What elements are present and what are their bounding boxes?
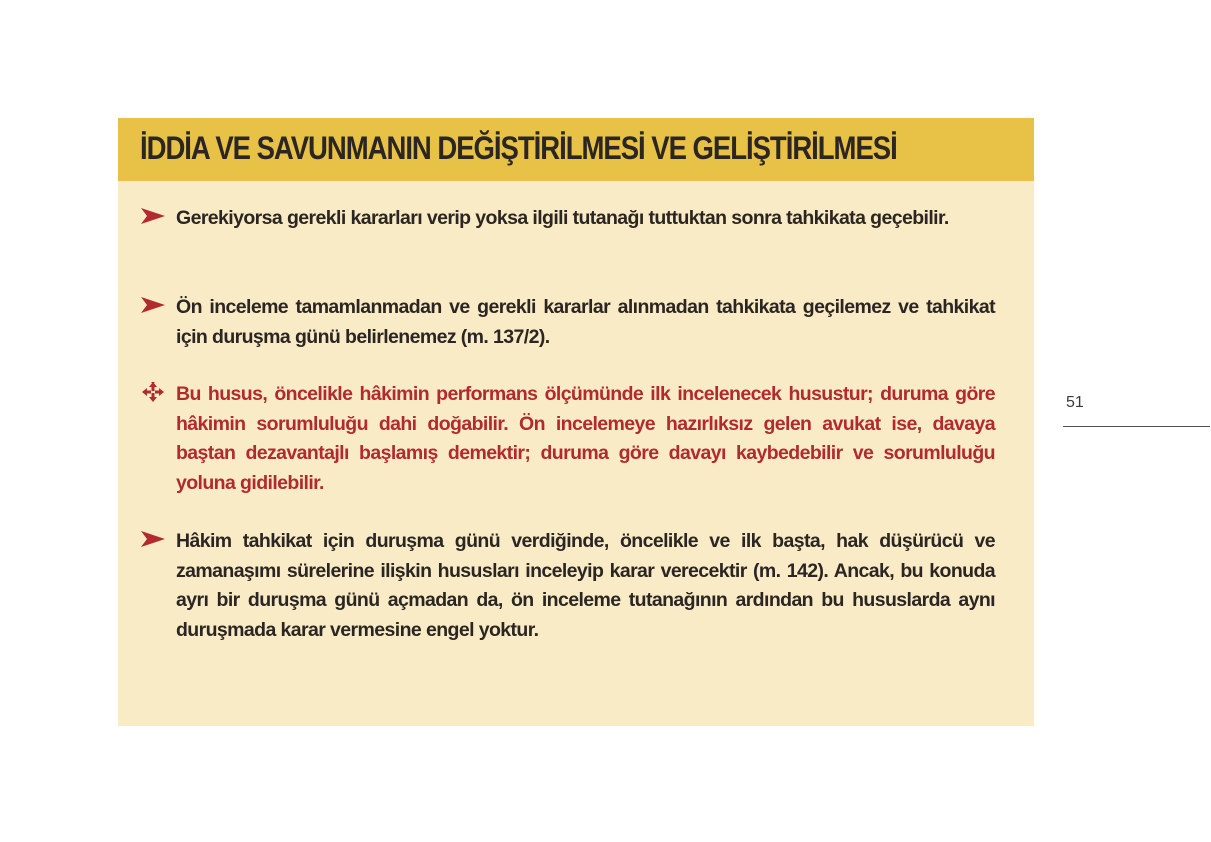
arrow-bullet-icon (140, 295, 166, 315)
title-band (118, 118, 1034, 181)
list-item (140, 204, 995, 234)
list-item (140, 527, 995, 645)
four-arrows-bullet-icon (140, 382, 166, 402)
list-item (140, 380, 995, 498)
arrow-bullet-icon (140, 529, 166, 549)
list-item-text: Bu husus, öncelikle hâkimin performans ölçümünde ilk incelenecek husustur; duruma göre hâkimin sorumluluğu dahi doğabilir. Ön incelemeye hazırlıksız gelen avukat ise, davaya baştan dezavantajlı başlamış demektir; duruma göre davayı kaybedebilir ve sorumluluğu yoluna gidilebilir. (176, 383, 995, 494)
list-item-text: Gerekiyorsa gerekli kararları verip yoksa ilgili tutanağı tuttuktan sonra tahkikata geçebilir. (176, 207, 949, 229)
page-number: 51 (1066, 394, 1084, 411)
content-panel (118, 118, 1034, 726)
list-item-text: Ön inceleme tamamlanmadan ve gerekli kararlar alınmadan tahkikata geçilemez ve tahkikat için duruşma günü belirlenemez (m. 137/2). (176, 296, 995, 348)
section-title: İDDİA VE SAVUNMANIN DEĞİŞTİRİLMESİ VE GELİŞTİRİLMESİ (140, 130, 897, 166)
list-item (140, 293, 995, 352)
list-item-text: Hâkim tahkikat için duruşma günü verdiğinde, öncelikle ve ilk başta, hak düşürücü ve zamanaşımı sürelerine ilişkin hususları inceleyip karar verecektir (m. 142). Ancak, bu konuda ayrı bir duruşma günü açmadan da, ön inceleme tutanağının ardından bu hususlarda aynı duruşmada karar vermesine engel yoktur. (176, 530, 995, 641)
arrow-bullet-icon (140, 206, 166, 226)
page-number-rule (1063, 426, 1210, 427)
